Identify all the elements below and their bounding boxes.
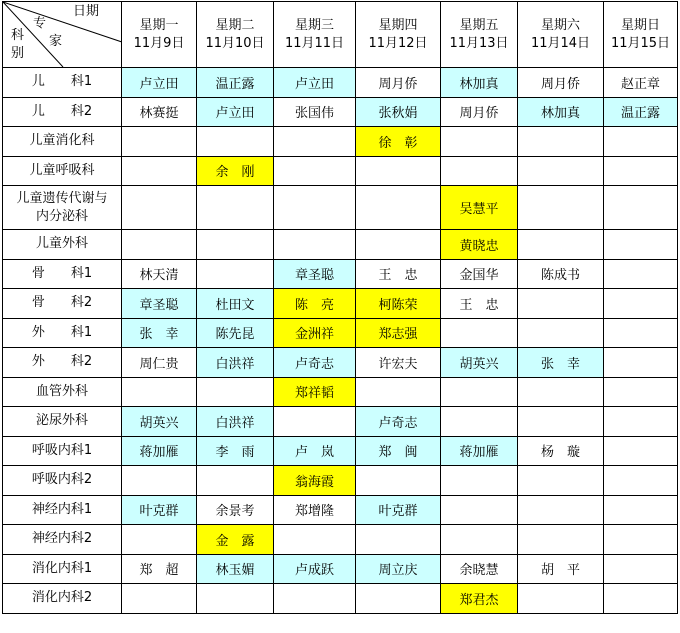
doctor-cell: 柯陈荣	[356, 289, 441, 319]
table-row	[3, 127, 678, 157]
doctor-cell: 章圣聪	[274, 259, 356, 289]
empty-cell	[274, 584, 356, 614]
doctor-cell: 林加真	[441, 68, 518, 98]
empty-cell	[274, 230, 356, 260]
doctor-cell: 李 雨	[197, 436, 274, 466]
empty-cell	[518, 156, 604, 186]
doctor-cell: 徐 彰	[356, 127, 441, 157]
empty-cell	[604, 525, 678, 555]
empty-cell	[604, 584, 678, 614]
empty-cell	[197, 259, 274, 289]
doctor-cell: 郑增隆	[274, 495, 356, 525]
empty-cell	[518, 495, 604, 525]
doctor-cell: 周月侨	[441, 97, 518, 127]
table-row	[3, 186, 678, 230]
empty-cell	[518, 186, 604, 230]
empty-cell	[604, 156, 678, 186]
department-cell: 儿童遗传代谢与内分泌科	[3, 186, 122, 230]
weekday-label: 星期二	[215, 17, 255, 33]
empty-cell	[604, 259, 678, 289]
department-cell: 神经内科1	[3, 495, 122, 525]
table-row	[3, 259, 678, 289]
doctor-cell: 张 幸	[122, 318, 197, 348]
empty-cell	[197, 186, 274, 230]
weekday-label: 星期五	[459, 17, 499, 33]
department-cell: 消化内科1	[3, 554, 122, 584]
empty-cell	[441, 127, 518, 157]
table-row	[3, 495, 678, 525]
empty-cell	[518, 318, 604, 348]
empty-cell	[122, 377, 197, 407]
date-label: 11月15日	[610, 35, 671, 51]
doctor-cell: 卢成跃	[274, 554, 356, 584]
empty-cell	[604, 289, 678, 319]
empty-cell	[441, 466, 518, 496]
empty-cell	[356, 584, 441, 614]
empty-cell	[518, 466, 604, 496]
header-row	[3, 2, 678, 68]
day-header-fri	[441, 2, 518, 68]
doctor-cell: 余晓慧	[441, 554, 518, 584]
doctor-cell: 胡 平	[518, 554, 604, 584]
table-row	[3, 289, 678, 319]
doctor-cell: 白洪祥	[197, 407, 274, 437]
table-row	[3, 68, 678, 98]
table-row	[3, 436, 678, 466]
empty-cell	[441, 318, 518, 348]
doctor-cell: 张 幸	[518, 348, 604, 378]
empty-cell	[604, 318, 678, 348]
empty-cell	[518, 289, 604, 319]
empty-cell	[356, 377, 441, 407]
doctor-cell: 章圣聪	[122, 289, 197, 319]
empty-cell	[122, 230, 197, 260]
empty-cell	[604, 495, 678, 525]
doctor-cell: 郑志强	[356, 318, 441, 348]
weekday-label: 星期日	[620, 17, 660, 33]
doctor-cell: 卢立田	[122, 68, 197, 98]
doctor-cell: 卢立田	[197, 97, 274, 127]
doctor-cell: 温正露	[604, 97, 678, 127]
doctor-cell: 卢奇志	[274, 348, 356, 378]
table-row	[3, 407, 678, 437]
doctor-cell: 胡英兴	[122, 407, 197, 437]
department-cell: 外 科1	[3, 318, 122, 348]
empty-cell	[518, 127, 604, 157]
date-label: 11月12日	[368, 35, 428, 51]
doctor-cell: 黄晓忠	[441, 230, 518, 260]
schedule-body	[3, 68, 678, 614]
corner-dept-label-2: 别	[11, 46, 25, 61]
department-cell: 呼吸内科1	[3, 436, 122, 466]
doctor-cell: 叶克群	[356, 495, 441, 525]
empty-cell	[122, 584, 197, 614]
department-cell: 儿童外科	[3, 230, 122, 260]
empty-cell	[604, 436, 678, 466]
doctor-cell: 蒋加雁	[122, 436, 197, 466]
empty-cell	[274, 156, 356, 186]
empty-cell	[356, 156, 441, 186]
day-header-wed	[274, 2, 356, 68]
empty-cell	[197, 230, 274, 260]
corner-expert-label-1: 专	[33, 16, 47, 31]
empty-cell	[604, 377, 678, 407]
doctor-cell: 叶克群	[122, 495, 197, 525]
day-header-mon	[122, 2, 197, 68]
doctor-cell: 杨 璇	[518, 436, 604, 466]
empty-cell	[518, 407, 604, 437]
doctor-cell: 郑君杰	[441, 584, 518, 614]
doctor-cell: 陈成书	[518, 259, 604, 289]
day-header-tue	[197, 2, 274, 68]
weekday-label: 星期一	[139, 17, 179, 33]
empty-cell	[122, 525, 197, 555]
department-cell: 儿童呼吸科	[3, 156, 122, 186]
corner-expert-label-2: 家	[49, 34, 63, 49]
doctor-cell: 郑 超	[122, 554, 197, 584]
empty-cell	[604, 554, 678, 584]
doctor-cell: 金洲祥	[274, 318, 356, 348]
corner-dept-label-1: 科	[11, 28, 25, 43]
doctor-cell: 陈 亮	[274, 289, 356, 319]
doctor-cell: 周立庆	[356, 554, 441, 584]
doctor-cell: 卢 岚	[274, 436, 356, 466]
doctor-cell: 卢奇志	[356, 407, 441, 437]
empty-cell	[274, 525, 356, 555]
empty-cell	[604, 348, 678, 378]
department-cell: 消化内科2	[3, 584, 122, 614]
doctor-cell: 胡英兴	[441, 348, 518, 378]
department-cell: 血管外科	[3, 377, 122, 407]
empty-cell	[197, 584, 274, 614]
empty-cell	[274, 407, 356, 437]
date-label: 11月11日	[284, 35, 345, 51]
doctor-cell: 温正露	[197, 68, 274, 98]
doctor-cell: 王 忠	[441, 289, 518, 319]
empty-cell	[356, 230, 441, 260]
empty-cell	[356, 525, 441, 555]
empty-cell	[122, 156, 197, 186]
table-row	[3, 230, 678, 260]
day-header-sun	[604, 2, 678, 68]
expert-schedule-table	[2, 1, 678, 614]
department-cell: 呼吸内科2	[3, 466, 122, 496]
table-row	[3, 97, 678, 127]
empty-cell	[274, 127, 356, 157]
empty-cell	[604, 230, 678, 260]
empty-cell	[518, 525, 604, 555]
doctor-cell: 张国伟	[274, 97, 356, 127]
weekday-label: 星期四	[378, 17, 418, 33]
empty-cell	[604, 127, 678, 157]
empty-cell	[441, 156, 518, 186]
department-cell: 骨 科2	[3, 289, 122, 319]
doctor-cell: 白洪祥	[197, 348, 274, 378]
weekday-label: 星期六	[540, 17, 580, 33]
doctor-cell: 金 露	[197, 525, 274, 555]
doctor-cell: 周月侨	[518, 68, 604, 98]
department-cell: 泌尿外科	[3, 407, 122, 437]
weekday-label: 星期三	[294, 17, 334, 33]
empty-cell	[356, 186, 441, 230]
table-row	[3, 377, 678, 407]
doctor-cell: 吴慧平	[441, 186, 518, 230]
doctor-cell: 杜田文	[197, 289, 274, 319]
day-header-sat	[518, 2, 604, 68]
date-label: 11月10日	[205, 35, 265, 51]
empty-cell	[197, 127, 274, 157]
empty-cell	[441, 377, 518, 407]
empty-cell	[441, 495, 518, 525]
empty-cell	[604, 466, 678, 496]
empty-cell	[518, 584, 604, 614]
table-row	[3, 584, 678, 614]
doctor-cell: 王 忠	[356, 259, 441, 289]
empty-cell	[604, 186, 678, 230]
table-row	[3, 525, 678, 555]
doctor-cell: 林天清	[122, 259, 197, 289]
date-label: 11月13日	[449, 35, 509, 51]
doctor-cell: 蒋加雁	[441, 436, 518, 466]
doctor-cell: 林加真	[518, 97, 604, 127]
corner-date-label: 日期	[73, 4, 100, 19]
doctor-cell: 金国华	[441, 259, 518, 289]
doctor-cell: 陈先昆	[197, 318, 274, 348]
department-cell: 神经内科2	[3, 525, 122, 555]
table-row	[3, 318, 678, 348]
empty-cell	[441, 407, 518, 437]
date-label: 11月9日	[133, 35, 185, 51]
doctor-cell: 余景考	[197, 495, 274, 525]
empty-cell	[122, 186, 197, 230]
empty-cell	[441, 525, 518, 555]
doctor-cell: 翁海霞	[274, 466, 356, 496]
department-cell: 儿 科1	[3, 68, 122, 98]
empty-cell	[274, 186, 356, 230]
doctor-cell: 林玉媚	[197, 554, 274, 584]
table-row	[3, 466, 678, 496]
doctor-cell: 郑 闽	[356, 436, 441, 466]
doctor-cell: 卢立田	[274, 68, 356, 98]
doctor-cell: 周仁贵	[122, 348, 197, 378]
empty-cell	[197, 377, 274, 407]
doctor-cell: 赵正章	[604, 68, 678, 98]
empty-cell	[604, 407, 678, 437]
empty-cell	[122, 127, 197, 157]
empty-cell	[518, 230, 604, 260]
corner-header-cell	[3, 2, 122, 68]
doctor-cell: 许宏夫	[356, 348, 441, 378]
doctor-cell: 张秋娟	[356, 97, 441, 127]
date-label: 11月14日	[530, 35, 591, 51]
empty-cell	[197, 466, 274, 496]
department-cell: 儿 科2	[3, 97, 122, 127]
department-cell: 骨 科1	[3, 259, 122, 289]
doctor-cell: 林赛挺	[122, 97, 197, 127]
empty-cell	[122, 466, 197, 496]
table-row	[3, 156, 678, 186]
department-cell: 儿童消化科	[3, 127, 122, 157]
department-cell: 外 科2	[3, 348, 122, 378]
day-header-thu	[356, 2, 441, 68]
doctor-cell: 郑祥韬	[274, 377, 356, 407]
table-row	[3, 554, 678, 584]
empty-cell	[356, 466, 441, 496]
table-row	[3, 348, 678, 378]
doctor-cell: 余 刚	[197, 156, 274, 186]
empty-cell	[518, 377, 604, 407]
doctor-cell: 周月侨	[356, 68, 441, 98]
